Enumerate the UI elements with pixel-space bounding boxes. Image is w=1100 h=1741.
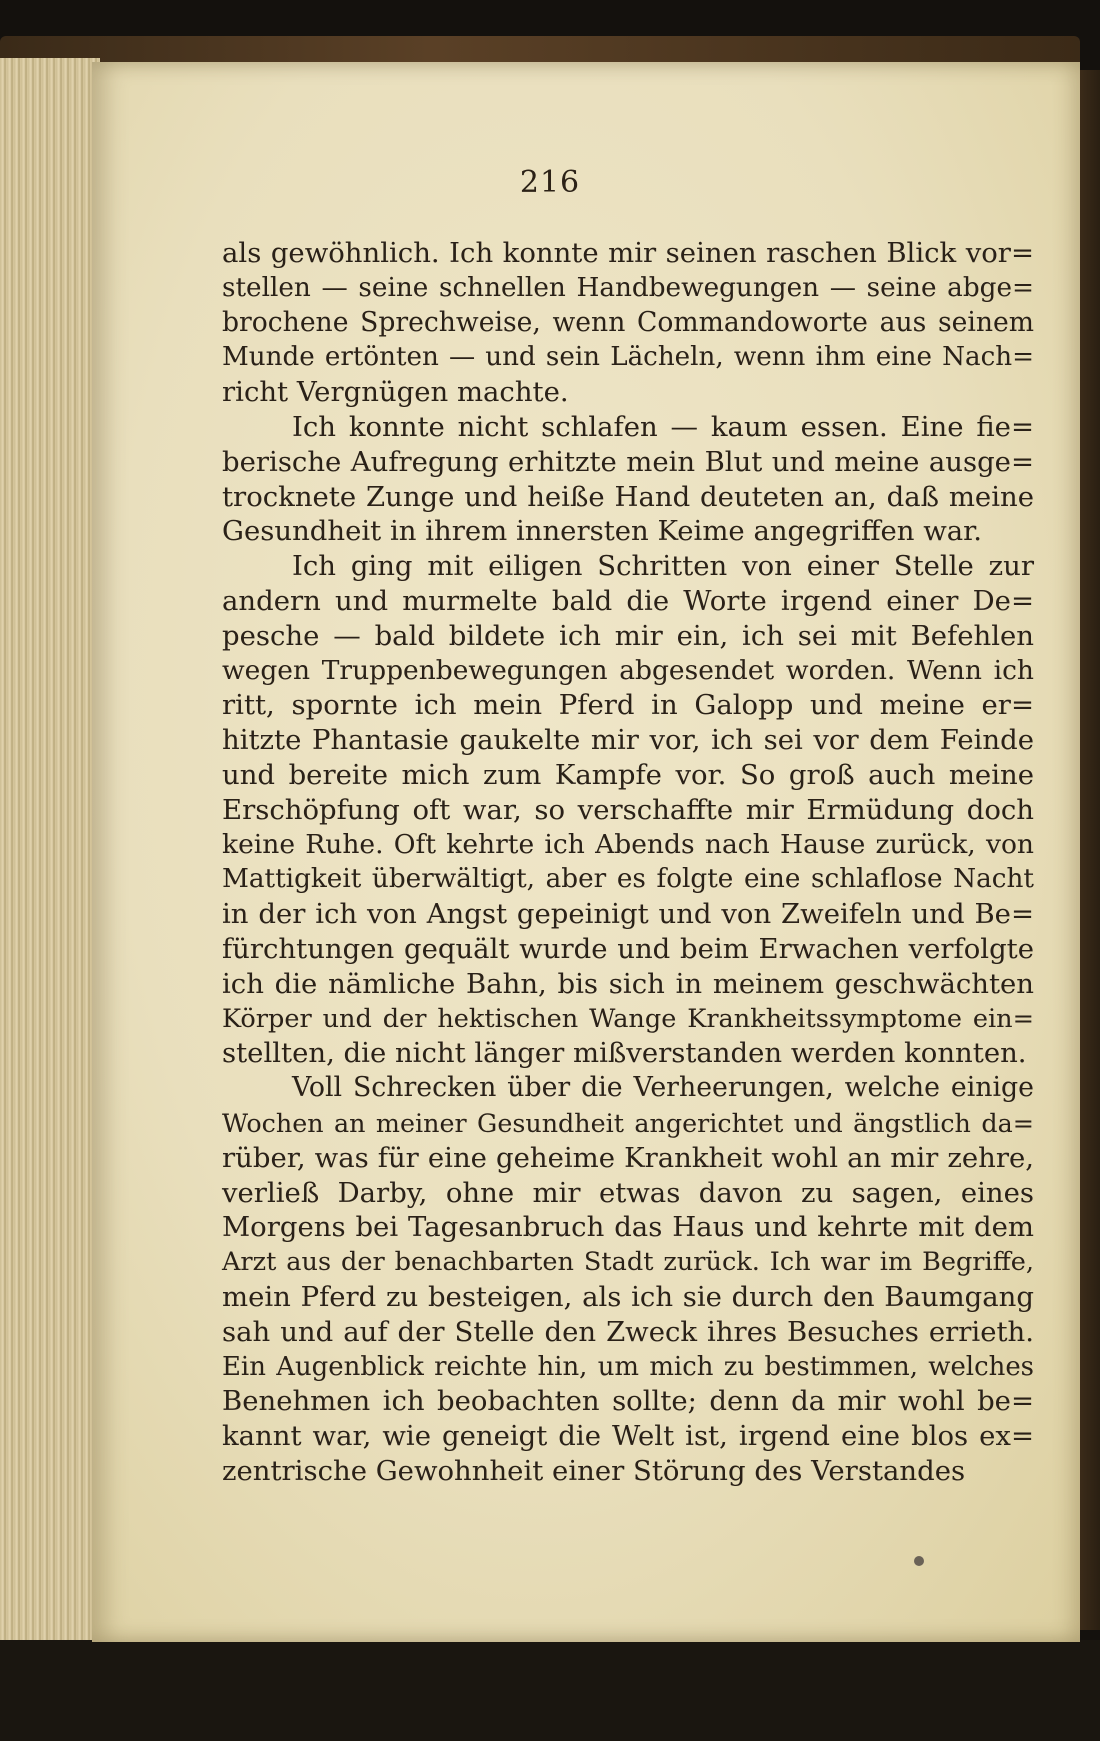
- text-line: verließ Darby, ohne mir etwas davon zu sagen, eines: [222, 1176, 1034, 1209]
- ink-spot: [914, 1556, 924, 1566]
- text-line: in der ich von Angst gepeinigt und von Zweifeln und Be=: [222, 898, 1034, 931]
- text-line: stellen — seine schnellen Handbewegungen — seine abge=: [222, 272, 1034, 303]
- text-line: als gewöhnlich. Ich konnte mir seinen raschen Blick vor=: [222, 237, 1034, 269]
- text-line: Benehmen ich beobachten sollte; denn da mir wohl be=: [222, 1385, 1034, 1418]
- text-line: trocknete Zunge und heiße Hand deuteten an, daß meine: [222, 480, 1034, 513]
- page-edges: [0, 58, 100, 1658]
- text-line: richt Vergnügen machte.: [222, 376, 569, 409]
- text-line: fürchtungen gequält wurde und beim Erwachen verfolgte: [222, 932, 1034, 965]
- text-line: hitzte Phantasie gaukelte mir vor, ich sei vor dem Feinde: [222, 724, 1034, 757]
- paragraph: [222, 410, 1034, 549]
- text-line: mein Pferd zu besteigen, als ich sie durch den Baumgang: [222, 1280, 1034, 1313]
- text-line: ich die nämliche Bahn, bis sich in meinem geschwächten: [222, 967, 1034, 1000]
- text-line: stellten, die nicht länger mißverstanden werden konnten.: [222, 1037, 1027, 1070]
- text-line: Arzt aus der benachbarten Stadt zurück. Ich war im Begriffe,: [222, 1247, 1034, 1278]
- page-number: 216: [519, 165, 581, 200]
- text-line: und bereite mich zum Kampfe vor. So groß auch meine: [222, 758, 1034, 791]
- text-line: pesche — bald bildete ich mir ein, ich sei mit Befehlen: [222, 619, 1034, 652]
- scan-background: [0, 1640, 1100, 1741]
- text-line: Voll Schrecken über die Verheerungen, welche einige: [292, 1072, 1034, 1104]
- text-line: Körper und der hektischen Wange Krankheitssymptome ein=: [222, 1003, 1034, 1034]
- text-line: andern und murmelte bald die Worte irgend einer De=: [222, 584, 1034, 617]
- text-line: Mattigkeit überwältigt, aber es folgte eine schlaflose Nacht: [222, 864, 1034, 895]
- text-line: Munde ertönten — und sein Lächeln, wenn ihm eine Nach=: [222, 342, 1034, 373]
- body-text: [222, 236, 1034, 1489]
- text-line: Ein Augenblick reichte hin, um mich zu bestimmen, welches: [222, 1351, 1034, 1382]
- text-line: Erschöpfung oft war, so verschaffte mir Ermüdung doch: [222, 793, 1034, 826]
- text-line: ritt, spornte ich mein Pferd in Galopp und meine er=: [222, 689, 1034, 722]
- text-line: kannt war, wie geneigt die Welt ist, irgend eine blos ex=: [222, 1420, 1034, 1453]
- paragraph: [222, 236, 1034, 410]
- text-line: Wochen an meiner Gesundheit angerichtet und ängstlich da=: [222, 1107, 1034, 1138]
- text-line: Gesundheit in ihrem innersten Keime angegriffen war.: [222, 515, 983, 548]
- text-line: Ich ging mit eiligen Schritten von einer Stelle zur: [292, 550, 1034, 583]
- paragraph: [222, 1071, 1034, 1489]
- text-line: wegen Truppenbewegungen abgesendet worden. Wenn ich: [222, 654, 1034, 686]
- text-line: rüber, was für eine geheime Krankheit wohl an mir zehre,: [222, 1141, 1034, 1174]
- text-line: keine Ruhe. Oft kehrte ich Abends nach Hause zurück, von: [222, 828, 1034, 860]
- text-line: zentrische Gewohnheit einer Störung des Verstandes: [222, 1454, 966, 1487]
- text-line: berische Aufregung erhitzte mein Blut und meine ausge=: [222, 445, 1034, 478]
- text-line: Morgens bei Tagesanbruch das Haus und kehrte mit dem: [222, 1211, 1034, 1244]
- text-line: Ich konnte nicht schlafen — kaum essen. Eine fie=: [292, 410, 1034, 443]
- text-line: brochene Sprechweise, wenn Commandoworte aus seinem: [222, 306, 1034, 338]
- text-line: sah und auf der Stelle den Zweck ihres Besuches errieth.: [222, 1315, 1034, 1348]
- paragraph: [222, 549, 1034, 1071]
